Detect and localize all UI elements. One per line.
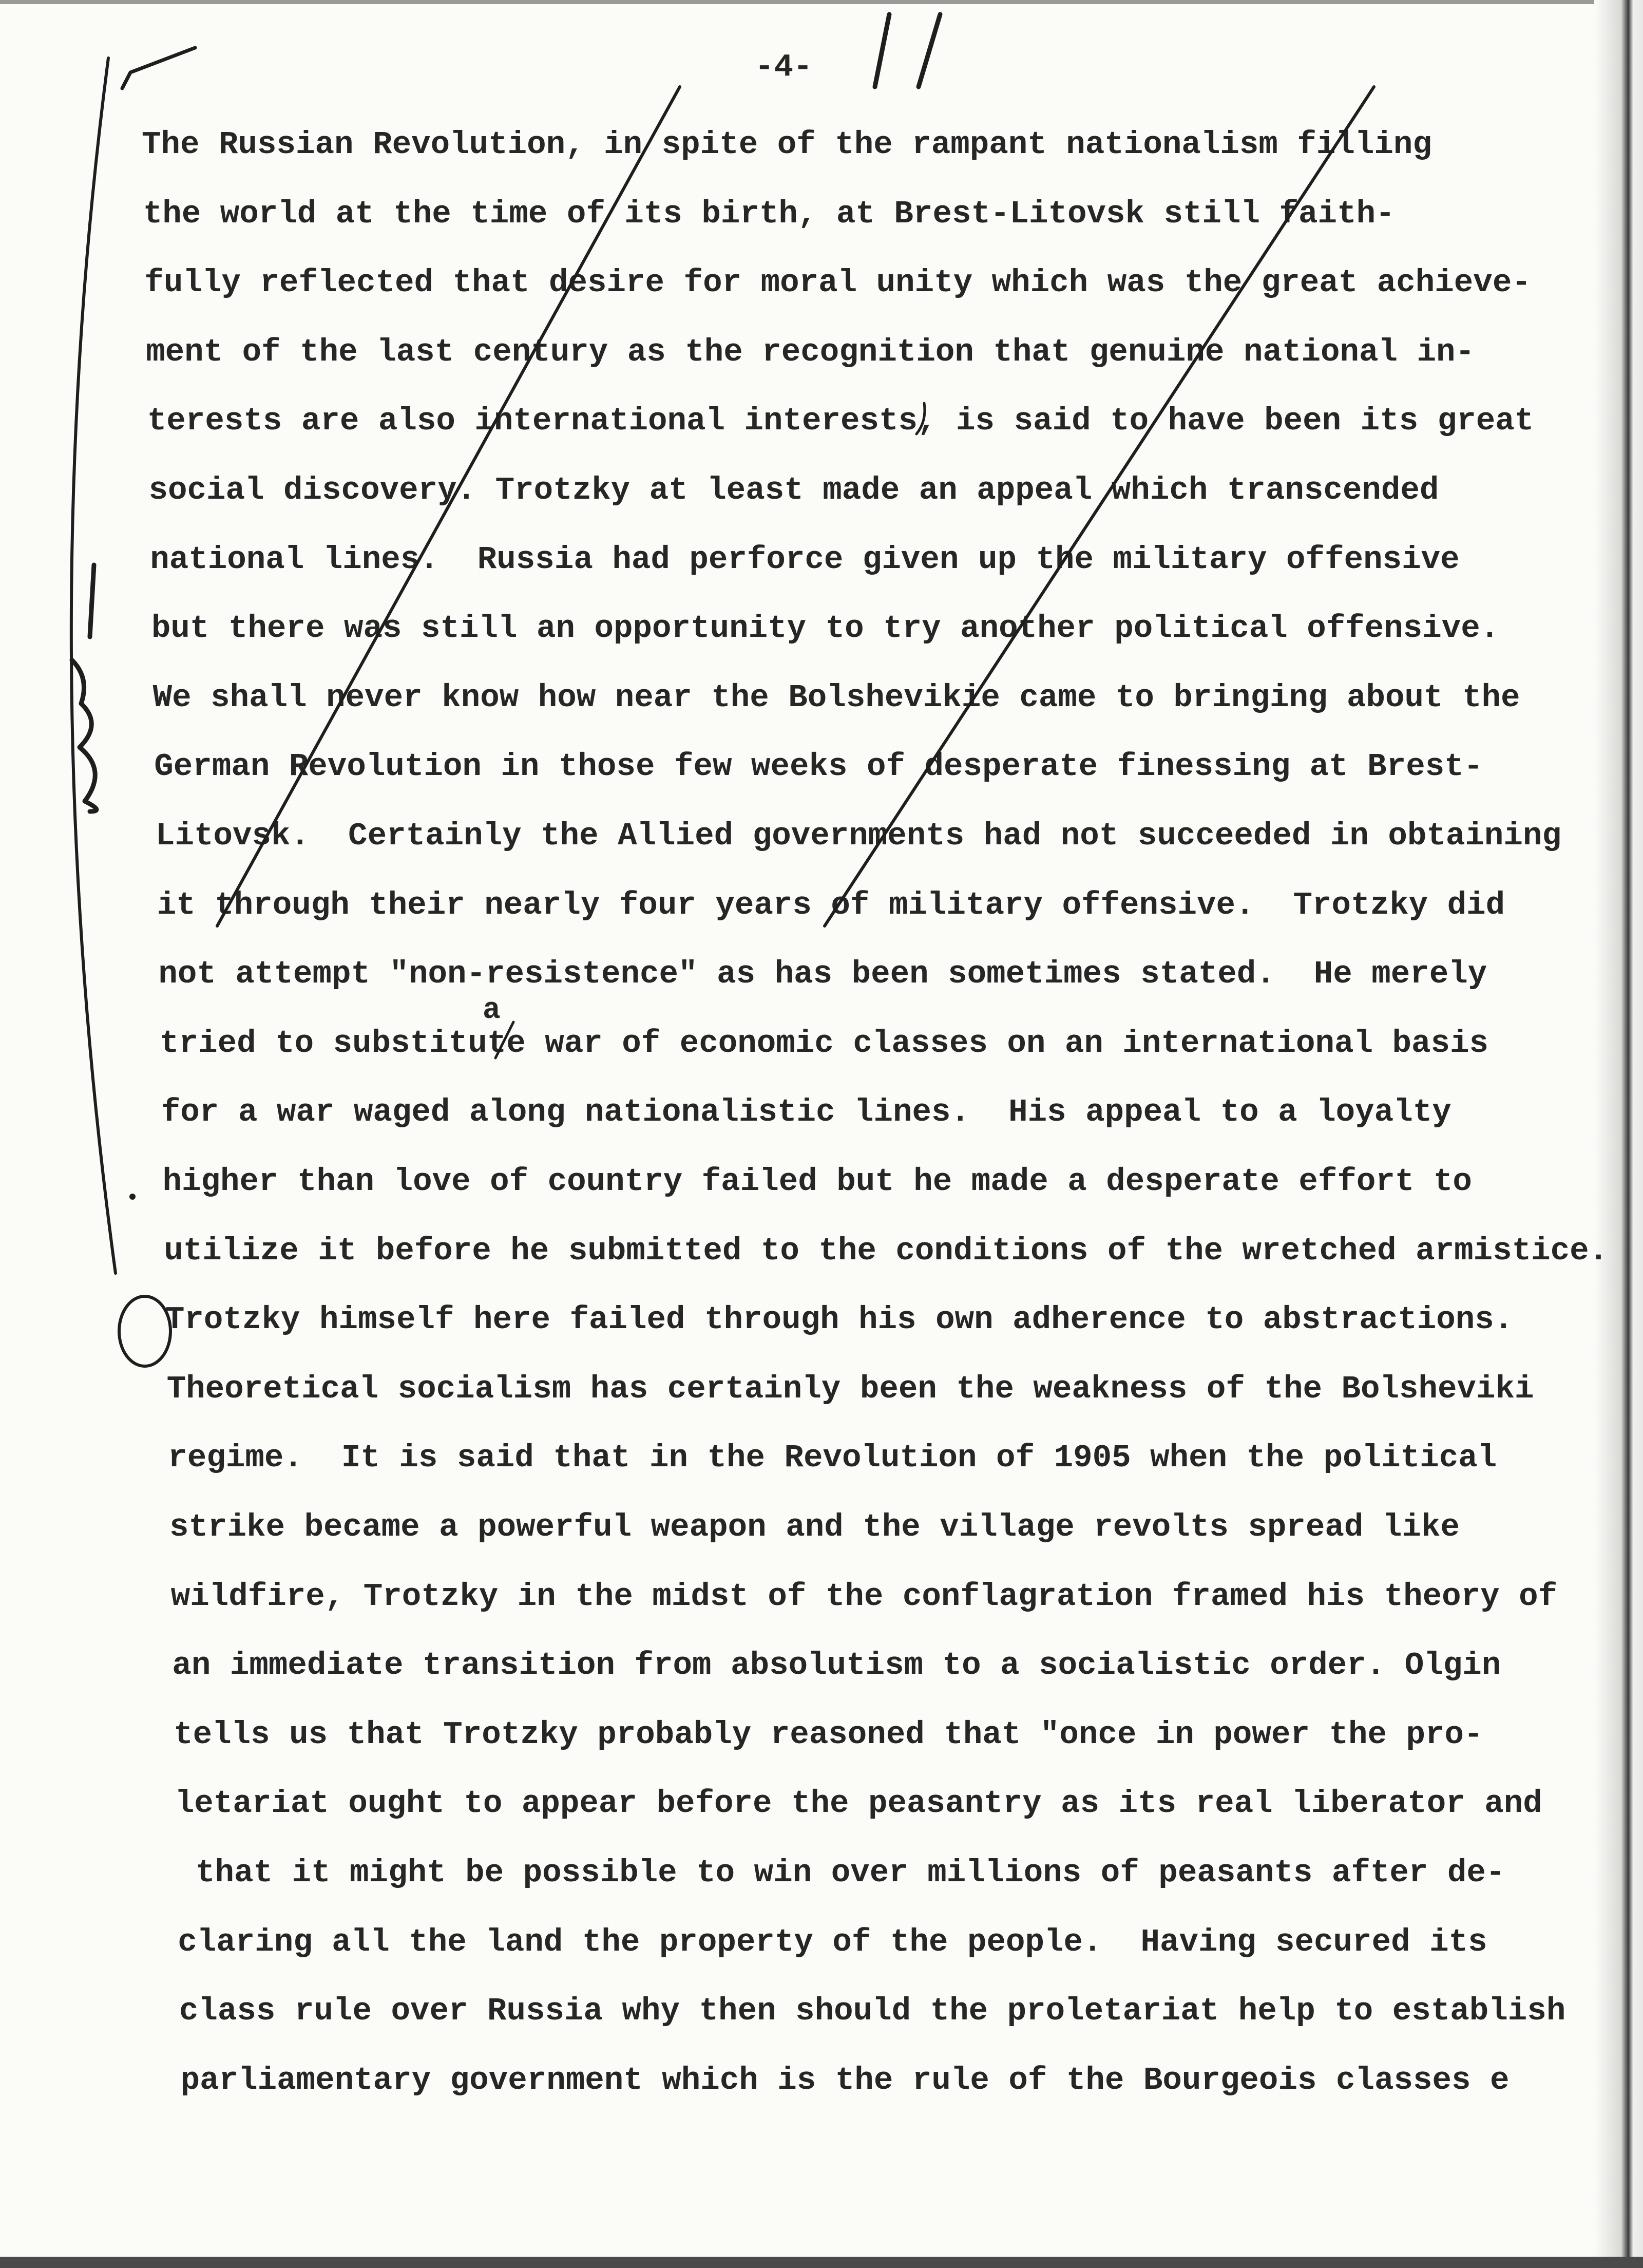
text-line: for a war waged along nationalistic lines. His appeal to a loyalty — [161, 1094, 1451, 1131]
text-line: utilize it before he submitted to the conditions of the wretched armistice. — [164, 1232, 1609, 1269]
strike-line-left — [217, 87, 680, 926]
text-line: fully reflected that desire for moral unity which was the great achieve- — [144, 264, 1531, 301]
text-line: We shall never know how near the Bolshevikie came to bringing about the — [152, 679, 1520, 716]
insertion-caret — [495, 1022, 513, 1058]
text-line: tells us that Trotzky probably reasoned that "once in power the pro- — [174, 1716, 1483, 1753]
text-line: ment of the last century as the recognition that genuine national in- — [146, 333, 1475, 370]
text-line: claring all the land the property of the people. Having secured its — [178, 1923, 1487, 1960]
text-line: the world at the time of its birth, at Brest-Litovsk still faith- — [143, 195, 1395, 232]
text-line: wildfire, Trotzky in the midst of the conflagration framed his theory of — [170, 1578, 1558, 1615]
handwritten-insertion: a — [483, 994, 501, 1027]
text-line: national lines. Russia had perforce given up the military offensive — [150, 541, 1460, 578]
text-line: Trotzky himself here failed through his own adherence to abstractions. — [165, 1301, 1514, 1338]
strike-line-right — [825, 87, 1374, 926]
text-line: class rule over Russia why then should the proletariat help to establish — [179, 1993, 1566, 2030]
text-line: tried to substitute war of economic classes on an international basis — [160, 1025, 1489, 1062]
text-line: terests are also international interests, is said to have been its great — [147, 403, 1534, 440]
text-line: The Russian Revolution, in spite of the rampant nationalism filling — [142, 126, 1432, 163]
comma-mark — [916, 403, 925, 434]
text-line: Theoretical socialism has certainly been the weakness of the Bolsheviki — [166, 1370, 1534, 1407]
text-line: social discovery. Trotzky at least made an appeal which transcended — [148, 472, 1439, 508]
text-line: higher than love of country failed but he made a desperate effort to — [162, 1163, 1472, 1200]
circle-mark — [119, 1296, 170, 1366]
page-number: -4- — [755, 49, 813, 85]
text-line: parliamentary government which is the rule of the Bourgeois classes e — [180, 2062, 1510, 2099]
text-line: letariat ought to appear before the peasantry as its real liberator and — [175, 1785, 1542, 1822]
text-line: it through their nearly four years of military offensive. Trotzky did — [157, 886, 1505, 923]
margin-dot — [129, 1194, 136, 1200]
text-line: not attempt "non-resistence" as has been sometimes stated. He merely — [158, 956, 1487, 993]
text-line: but there was still an opportunity to try another political offensive. — [151, 610, 1500, 647]
margin-note-scribble — [72, 565, 97, 811]
text-line: strike became a powerful weapon and the village revolts spread like — [169, 1509, 1460, 1545]
text-line: an immediate transition from absolutism to a socialistic order. Olgin — [172, 1647, 1501, 1684]
text-line: regime. It is said that in the Revolution of 1905 when the political — [168, 1440, 1497, 1477]
text-line: Litovsk. Certainly the Allied governments had not succeeded in obtaining — [156, 818, 1561, 854]
corner-check-mark — [122, 48, 195, 88]
double-slash-mark — [875, 14, 940, 87]
text-line: German Revolution in those few weeks of desperate finessing at Brest- — [154, 748, 1483, 785]
text-line: that it might be possible to win over millions of peasants after de- — [176, 1855, 1505, 1891]
